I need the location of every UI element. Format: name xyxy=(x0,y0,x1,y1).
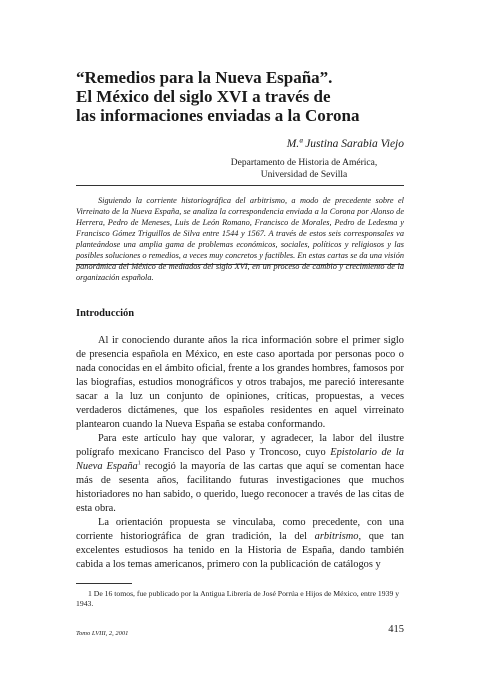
running-footer: Tomo LVIII, 2, 2001 xyxy=(76,630,129,637)
abstract-text: Siguiendo la corriente historiográfica del arbitrismo, a modo de precedente sobre el Virreinato de la Nueva España, se analiza la correspondencia enviada a la Corona por Alonso de Herrera, Pedro de Meneses, Luis de León Romano, Francisco de Morales, Pedro de Ledesma y Francisco Gómez Triguillos de Silva entre 1544 y 1567. A través de estos seis corresponsales va planteándose una amplia gama de problemas económicos, sociales, políticos y religiosos y las posibles soluciones o remedios, a veces muy concretos y factibles. En estas cartas se da una visión panorámica del México de mediados del siglo XVI, en un proceso de cambio y crecimiento de la organización española. xyxy=(76,196,404,282)
paragraph-1: Al ir conociendo durante años la rica información sobre el primer siglo de presencia española en México, en este caso aportada por personas poco o nada conocidas en el ámbito oficial, frente a los grandes hombres, famosos por las biografías, estudios monográficos y otros trabajos, me pareció interesante sacar a la luz un conjunto de opiniones, críticas, propuestas, a veces verdaderos dictámenes, que los españoles residentes en aquel virreinato plantearon cuando la Nueva España se estaba conformando. xyxy=(76,335,404,430)
paragraph-3-text-b: , que tan excelentes estudiosos ha tenido en la Historia de España, dando también cabida a los temas americanos, primero con la publicación de catálogos y xyxy=(76,531,404,570)
abstract-top-rule xyxy=(76,185,404,186)
affiliation-line-2: Universidad de Sevilla xyxy=(260,170,348,180)
affiliation-line-1: Departamento de Historia de América, xyxy=(230,158,378,168)
abstract-bottom-rule xyxy=(76,264,404,265)
term-italic: arbitrismo xyxy=(314,531,359,542)
paragraph-3 xyxy=(76,516,404,572)
footnote-marker: 1 xyxy=(137,460,141,467)
section-heading: Introducción xyxy=(76,308,135,319)
page-number: 415 xyxy=(388,624,404,635)
title-line-2: El México del siglo XVI a través de xyxy=(76,87,331,106)
footnote-text: 1 De 16 tomos, fue publicado por la Antigua Librería de José Porrúa e Hijos de México, entre 1939 y 1943. xyxy=(76,589,400,608)
paragraph-2 xyxy=(76,432,404,516)
work-title-italic: Epistolario de la Nueva España xyxy=(76,447,404,472)
title-line-1: “Remedios para la Nueva España”. xyxy=(76,68,333,87)
paragraph-2-text-a: Para este artículo hay que valorar, y agradecer, la labor del ilustre polígrafo mexicano Francisco del Paso y Troncoso, cuyo xyxy=(76,433,404,458)
author-affiliation xyxy=(204,157,404,181)
body-text xyxy=(76,334,404,572)
paragraph-2-text-b: recogió la mayoría de las cartas que aquí se comentan hace más de sesenta años, facilitando futuras investigaciones que muchos historiadores no han sabido, o querido, luego reconocer a través de las citas de esta obra. xyxy=(76,461,404,514)
article-title xyxy=(76,68,416,125)
footnote-rule xyxy=(76,583,132,584)
title-line-3: las informaciones enviadas a la Corona xyxy=(76,106,360,125)
paragraph-3-text-a: La orientación propuesta se vinculaba, como precedente, con una corriente historiográfica de gran tradición, la del xyxy=(76,517,404,542)
author-name: M.ª Justina Sarabia Viejo xyxy=(286,138,404,150)
